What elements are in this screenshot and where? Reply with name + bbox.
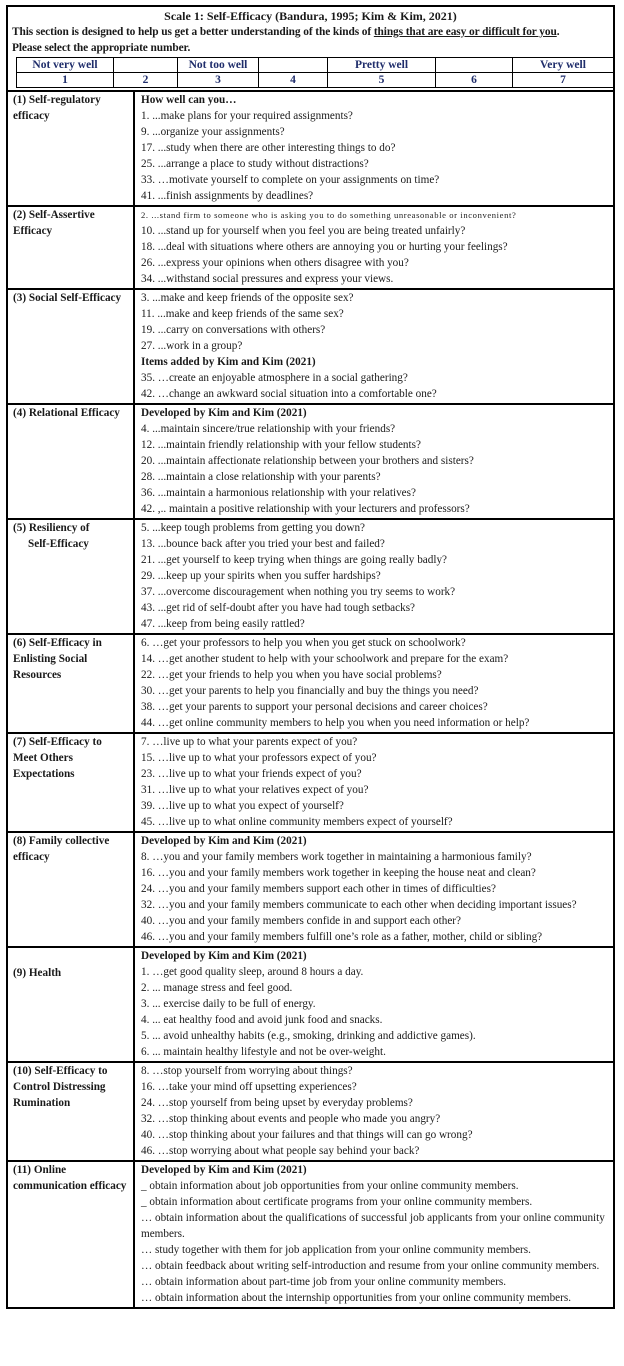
section-row <box>8 634 613 733</box>
survey-item: 23. …live up to what your friends expect of you? <box>141 768 362 780</box>
subheading: Items added by Kim and Kim (2021) <box>141 356 316 368</box>
survey-item: 15. …live up to what your professors expect of you? <box>141 752 377 764</box>
section-label-line: (9) Health <box>13 967 62 979</box>
section-label-line: (10) Self-Efficacy to <box>13 1065 108 1077</box>
section-label-line: (8) Family collective <box>13 835 110 847</box>
section-label-line: Self-Efficacy <box>28 538 89 550</box>
section-label-line: (7) Self-Efficacy to <box>13 736 102 748</box>
survey-item: 12. ...maintain friendly relationship with your fellow students? <box>141 439 421 451</box>
survey-item: 13. ...bounce back after you tried your best and failed? <box>141 538 385 550</box>
survey-item: 8. …you and your family members work together in maintaining a harmonious family? <box>141 851 532 863</box>
section-items <box>134 91 613 206</box>
survey-item: 37. ...overcome discouragement when nothing you try seems to work? <box>141 586 456 598</box>
section-label-line: Rumination <box>13 1097 71 1109</box>
rating-option-2[interactable]: 2 <box>114 73 178 88</box>
survey-item: 38. …get your parents to support your personal decisions and career choices? <box>141 701 488 713</box>
section-label-line: (11) Online <box>13 1164 67 1176</box>
survey-item: 9. ...organize your assignments? <box>141 126 285 138</box>
intro-prefix: This section is designed to help us get a better understanding of the kinds of <box>12 26 374 38</box>
section-row <box>8 289 613 404</box>
rating-option-6[interactable]: 6 <box>436 73 513 88</box>
section-row <box>8 404 613 519</box>
survey-item: 25. ...arrange a place to study without distractions? <box>141 158 369 170</box>
section-label-line: communication efficacy <box>13 1180 127 1192</box>
rating-anchor-3: Not too well <box>178 58 259 73</box>
section-label-line: (2) Self-Assertive <box>13 209 95 221</box>
survey-item: … obtain information about the qualifications of successful job applicants from your online community members. <box>141 1212 605 1240</box>
section-items <box>134 1161 613 1307</box>
survey-item: _ obtain information about job opportunities from your online community members. <box>141 1180 519 1192</box>
subheading: Developed by Kim and Kim (2021) <box>141 1164 307 1176</box>
survey-item: 31. …live up to what your relatives expect of you? <box>141 784 369 796</box>
survey-item: 20. ...maintain affectionate relationship between your brothers and sisters? <box>141 455 474 467</box>
self-efficacy-scale-document <box>6 5 615 1309</box>
rating-anchor-row <box>17 58 614 73</box>
section-row <box>8 206 613 289</box>
survey-item: 26. ...express your opinions when others disagree with you? <box>141 257 409 269</box>
survey-item: 42. …change an awkward social situation into a comfortable one? <box>141 388 437 400</box>
section-items <box>134 733 613 832</box>
survey-item: 1. ...make plans for your required assignments? <box>141 110 353 122</box>
section-label-line: (1) Self-regulatory <box>13 94 101 106</box>
survey-item: 8. …stop yourself from worrying about things? <box>141 1065 353 1077</box>
rating-anchor-4 <box>259 58 328 73</box>
section-items <box>134 289 613 404</box>
survey-item: 40. …stop thinking about your failures and that things will can go wrong? <box>141 1129 473 1141</box>
survey-item: 4. ... eat healthy food and avoid junk food and snacks. <box>141 1014 383 1026</box>
survey-item: 3. ... exercise daily to be full of energy. <box>141 998 316 1010</box>
intro-underlined: things that are easy or difficult for you <box>373 26 557 38</box>
survey-item: … obtain information about part-time job from your online community members. <box>141 1276 507 1288</box>
survey-item: _ obtain information about certificate programs from your online community members. <box>141 1196 533 1208</box>
section-items <box>134 206 613 289</box>
section-label <box>8 519 134 634</box>
survey-item: 19. ...carry on conversations with others? <box>141 324 326 336</box>
section-label <box>8 733 134 832</box>
survey-item: 27. ...work in a group? <box>141 340 243 352</box>
section-row <box>8 1062 613 1161</box>
subheading: Developed by Kim and Kim (2021) <box>141 407 307 419</box>
survey-item: 32. …you and your family members communicate to each other when deciding important issues? <box>141 899 577 911</box>
survey-item: 40. …you and your family members confide in and support each other? <box>141 915 461 927</box>
survey-item: 36. ...maintain a harmonious relationship with your relatives? <box>141 487 416 499</box>
survey-item: … obtain information about the internship opportunities from your online community members. <box>141 1292 572 1304</box>
survey-item: 4. ...maintain sincere/true relationship with your friends? <box>141 423 396 435</box>
survey-item: 17. ...study when there are other interesting things to do? <box>141 142 396 154</box>
survey-item: 28. ...maintain a close relationship with your parents? <box>141 471 381 483</box>
survey-item: 34. ...withstand social pressures and express your views. <box>141 273 394 285</box>
rating-anchor-1: Not very well <box>17 58 114 73</box>
survey-item: 33. …motivate yourself to complete on your assignments on time? <box>141 174 440 186</box>
rating-option-3[interactable]: 3 <box>178 73 259 88</box>
section-row <box>8 947 613 1062</box>
section-label <box>8 1161 134 1307</box>
section-items <box>134 1062 613 1161</box>
survey-item: 6. …get your professors to help you when you get stuck on schoolwork? <box>141 637 466 649</box>
section-label <box>8 1062 134 1161</box>
section-label-line: Control Distressing <box>13 1081 106 1093</box>
section-label-line: Efficacy <box>13 225 53 237</box>
section-label-line: (4) Relational Efficacy <box>13 407 120 419</box>
survey-item: 39. …live up to what you expect of yourself? <box>141 800 344 812</box>
rating-option-7[interactable]: 7 <box>513 73 614 88</box>
scale-title: Scale 1: Self-Efficacy (Bandura, 1995; Kim & Kim, 2021) <box>164 9 457 23</box>
intro-text <box>12 24 609 40</box>
survey-item: 45. …live up to what online community members expect of yourself? <box>141 816 453 828</box>
rating-anchor-7: Very well <box>513 58 614 73</box>
survey-item: 24. …stop yourself from being upset by everyday problems? <box>141 1097 413 1109</box>
section-items <box>134 404 613 519</box>
survey-item: 41. ...finish assignments by deadlines? <box>141 190 314 202</box>
intro-suffix: . <box>556 26 560 38</box>
survey-item: 18. ...deal with situations where others are annoying you or hurting your feelings? <box>141 241 508 253</box>
survey-item: … obtain feedback about writing self-introduction and resume from your online community members. <box>141 1260 600 1272</box>
section-items <box>134 832 613 947</box>
survey-item: 42. ,.. maintain a positive relationship with your lecturers and professors? <box>141 503 470 515</box>
rating-number-row <box>17 73 614 88</box>
section-row <box>8 832 613 947</box>
section-label-line: (3) Social Self-Efficacy <box>13 292 122 304</box>
survey-item: 47. ...keep from being easily rattled? <box>141 618 305 630</box>
section-label <box>8 404 134 519</box>
rating-option-4[interactable]: 4 <box>259 73 328 88</box>
section-row <box>8 1161 613 1307</box>
survey-item: 24. …you and your family members support each other in times of difficulties? <box>141 883 496 895</box>
survey-item: 35. …create an enjoyable atmosphere in a social gathering? <box>141 372 408 384</box>
survey-item: 22. …get your friends to help you when you have social problems? <box>141 669 442 681</box>
section-label-line: efficacy <box>13 110 50 122</box>
rating-anchor-2 <box>114 58 178 73</box>
survey-item: 2. ...stand firm to someone who is asking you to do something unreasonable or inconvenient? <box>141 210 517 220</box>
survey-item: 46. …you and your family members fulfill one’s role as a father, mother, child or sibling? <box>141 931 543 943</box>
section-row <box>8 733 613 832</box>
survey-item: 16. …take your mind off upsetting experiences? <box>141 1081 357 1093</box>
survey-item: 7. …live up to what your parents expect of you? <box>141 736 358 748</box>
section-label <box>8 91 134 206</box>
survey-item: 44. …get online community members to help you when you need information or help? <box>141 717 530 729</box>
rating-option-1[interactable]: 1 <box>17 73 114 88</box>
survey-item: 29. ...keep up your spirits when you suffer hardships? <box>141 570 381 582</box>
section-label <box>8 206 134 289</box>
subheading: How well can you… <box>141 94 237 106</box>
survey-item: … study together with them for job application from your online community members. <box>141 1244 531 1256</box>
survey-item: 5. ...keep tough problems from getting you down? <box>141 522 366 534</box>
section-row <box>8 519 613 634</box>
survey-item: 6. ... maintain healthy lifestyle and not be over-weight. <box>141 1046 386 1058</box>
section-label <box>8 947 134 1062</box>
survey-item: 32. …stop thinking about events and people who made you angry? <box>141 1113 441 1125</box>
rating-anchor-5: Pretty well <box>328 58 436 73</box>
survey-item: 21. ...get yourself to keep trying when things are going really badly? <box>141 554 448 566</box>
survey-item: 14. …get another student to help with your schoolwork and prepare for the exam? <box>141 653 509 665</box>
section-label <box>8 634 134 733</box>
section-label-line: (5) Resiliency of <box>13 522 90 534</box>
section-label-line: Meet Others <box>13 752 73 764</box>
section-label-line: efficacy <box>13 851 50 863</box>
items-table <box>8 90 613 1307</box>
survey-item: 2. ... manage stress and feel good. <box>141 982 293 994</box>
subheading: Developed by Kim and Kim (2021) <box>141 950 307 962</box>
section-label-line: (6) Self-Efficacy in <box>13 637 102 649</box>
survey-item: 30. …get your parents to help you financially and buy the things you need? <box>141 685 479 697</box>
section-items <box>134 947 613 1062</box>
rating-scale-table <box>16 57 614 88</box>
section-label-line: Enlisting Social <box>13 653 88 665</box>
header <box>8 7 613 56</box>
survey-item: 10. ...stand up for yourself when you feel you are being treated unfairly? <box>141 225 466 237</box>
survey-item: 3. ...make and keep friends of the opposite sex? <box>141 292 354 304</box>
subheading: Developed by Kim and Kim (2021) <box>141 835 307 847</box>
survey-item: 46. …stop worrying about what people say behind your back? <box>141 1145 420 1157</box>
survey-item: 16. …you and your family members work together in keeping the house neat and clean? <box>141 867 536 879</box>
section-label-line: Resources <box>13 669 62 681</box>
section-items <box>134 634 613 733</box>
section-label <box>8 289 134 404</box>
rating-anchor-6 <box>436 58 513 73</box>
section-row <box>8 91 613 206</box>
section-label-line: Expectations <box>13 768 75 780</box>
instruction-text: Please select the appropriate number. <box>12 42 191 54</box>
survey-item: 5. ... avoid unhealthy habits (e.g., smoking, drinking and addictive games). <box>141 1030 476 1042</box>
section-items <box>134 519 613 634</box>
survey-item: 1. …get good quality sleep, around 8 hours a day. <box>141 966 364 978</box>
survey-item: 11. ...make and keep friends of the same sex? <box>141 308 344 320</box>
section-label <box>8 832 134 947</box>
survey-item: 43. ...get rid of self-doubt after you have had tough setbacks? <box>141 602 416 614</box>
rating-option-5[interactable]: 5 <box>328 73 436 88</box>
